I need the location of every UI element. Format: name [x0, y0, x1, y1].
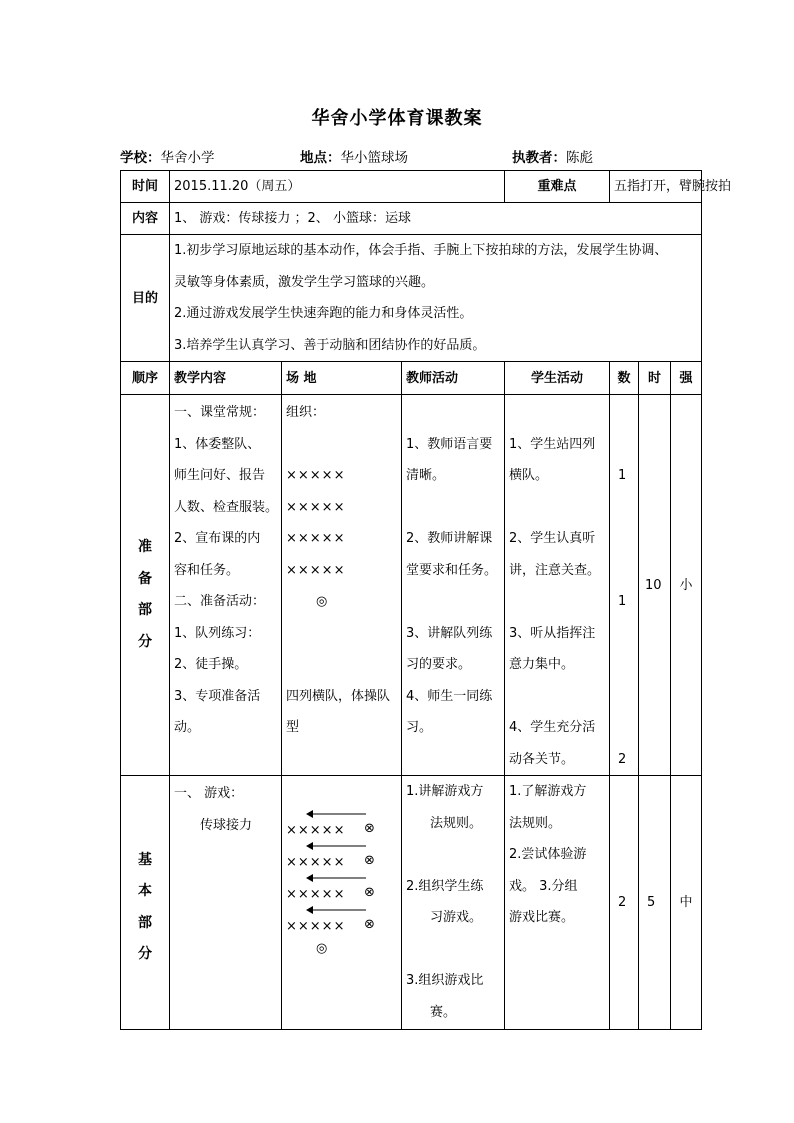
basic-student — [505, 776, 610, 1030]
basic-student-line: 法规则。 — [509, 815, 562, 831]
basic-student-line: 2.尝试体验游 — [509, 847, 587, 862]
prep-time: 10 — [639, 395, 671, 776]
time-label: 时间 — [121, 171, 170, 203]
basic-student-line: 游戏比赛。 — [509, 910, 575, 925]
field-org-label: 组织： — [286, 405, 326, 420]
relay-lane — [286, 872, 397, 904]
prep-content-line: 1、队列练习： — [174, 625, 261, 641]
page-title: 华舍小学体育课教案 — [311, 108, 483, 129]
basic-teacher-line: 3.组织游戏比 — [406, 973, 484, 988]
teacher-value: 陈彪 — [566, 150, 593, 166]
prep-student-line: 意力集中。 — [509, 657, 575, 672]
basic-teacher-line: 习游戏。 — [430, 910, 483, 925]
basic-teacher — [402, 776, 505, 1030]
school-info — [120, 146, 215, 166]
relay-lane — [286, 840, 397, 872]
basic-char: 分 — [138, 946, 152, 962]
goal-list — [170, 235, 702, 362]
target-icon: ⊗ — [364, 917, 375, 932]
col-student: 学生活动 — [505, 362, 610, 395]
basic-student-line: 戏。 3.分组 — [509, 878, 578, 894]
teacher-label: 执教者： — [512, 150, 566, 166]
place-label: 地点： — [300, 150, 341, 166]
target-icon: ⊗ — [364, 853, 375, 868]
time-row — [121, 171, 702, 203]
prep-content — [170, 395, 282, 776]
prep-student — [505, 395, 610, 776]
basic-time: 5 — [639, 776, 671, 1030]
prep-student-line: 4、学生充分活 — [509, 720, 596, 735]
basic-teacher-line: 法规则。 — [430, 815, 483, 831]
goal-row — [121, 235, 702, 362]
prep-student-line: 动各关节。 — [509, 751, 575, 767]
key-value: 五指打开，臂腕按拍 — [610, 171, 702, 203]
prep-char: 部 — [138, 602, 152, 618]
prep-content-line: 人数、检查服装。 — [174, 499, 279, 515]
teacher-info — [512, 146, 593, 166]
prep-content-line: 2、宣布课的内 — [174, 531, 261, 546]
basic-student-line: 1.了解游戏方 — [509, 784, 587, 799]
prep-count — [610, 395, 639, 776]
basic-section-row — [121, 776, 702, 1030]
prep-student-line: 2、学生认真听 — [509, 531, 596, 546]
prep-student-line: 3、听从指挥注 — [509, 625, 596, 641]
basic-char: 基 — [138, 851, 152, 868]
prep-content-line: 动。 — [174, 720, 201, 735]
basic-field — [282, 776, 402, 1030]
target-icon: ⊗ — [364, 821, 375, 836]
prep-student-line: 讲，注意关查。 — [509, 562, 601, 578]
prep-teacher-line: 1、教师语言要 — [406, 436, 493, 452]
goal-line: 2.通过游戏发展学生快速奔跑的能力和身体灵活性。 — [174, 306, 473, 321]
relay-players: ××××× — [286, 855, 346, 870]
relay-lane — [286, 808, 397, 840]
prep-teacher-line: 4、师生一同练 — [406, 688, 493, 704]
prep-count-value: 1 — [618, 594, 627, 609]
prep-char: 备 — [138, 570, 152, 587]
relay-players: ××××× — [286, 919, 346, 934]
field-note: 四列横队，体操队 — [286, 688, 391, 704]
pass-arrow-icon — [306, 904, 368, 918]
col-order: 顺序 — [121, 362, 170, 395]
prep-content-line: 3、专项准备活 — [174, 688, 261, 704]
content-label: 内容 — [121, 203, 170, 235]
basic-count: 2 — [610, 776, 639, 1030]
basic-intensity: 中 — [671, 776, 702, 1030]
col-field: 场 地 — [282, 362, 402, 395]
col-teacher: 教师活动 — [402, 362, 505, 395]
pass-arrow-icon — [306, 808, 368, 822]
pass-arrow-icon — [306, 840, 368, 854]
lesson-plan-table — [120, 170, 732, 1030]
basic-char: 部 — [138, 914, 152, 931]
prep-field — [282, 395, 402, 776]
prep-teacher-line: 清晰。 — [406, 468, 446, 483]
basic-content-line: 一、 游戏： — [174, 786, 244, 801]
goal-label: 目的 — [121, 235, 170, 362]
column-header-row — [121, 362, 702, 395]
col-content: 教学内容 — [170, 362, 282, 395]
basic-teacher-line: 赛。 — [430, 1004, 457, 1020]
pass-arrow-icon — [306, 872, 368, 886]
prep-teacher-line: 堂要求和任务。 — [406, 562, 498, 578]
basic-teacher-line: 1.讲解游戏方 — [406, 784, 484, 799]
basic-section-name — [121, 776, 170, 1030]
goal-line: 3.培养学生认真学习、善于动脑和团结协作的好品质。 — [174, 337, 486, 353]
basic-teacher-line: 2.组织学生练 — [406, 878, 484, 894]
goal-line: 灵敏等身体素质，激发学生学习篮球的兴趣。 — [174, 274, 435, 290]
school-label: 学校： — [120, 150, 161, 166]
prep-student-line: 1、学生站四列 — [509, 436, 596, 452]
prep-student-line: 横队。 — [509, 468, 549, 483]
col-time: 时 — [639, 362, 671, 395]
formation-row: ××××× — [286, 531, 346, 546]
prep-count-value: 2 — [618, 751, 627, 767]
col-count: 数 — [610, 362, 639, 395]
relay-players: ××××× — [286, 887, 346, 902]
basic-content — [170, 776, 282, 1030]
prep-content-line: 2、徒手操。 — [174, 657, 248, 672]
prep-section-row — [121, 395, 702, 776]
formation-row: ××××× — [286, 468, 346, 483]
target-icon: ⊗ — [364, 885, 375, 900]
prep-teacher-line: 习。 — [406, 720, 433, 735]
relay-players: ××××× — [286, 823, 346, 838]
formation-row: ××××× — [286, 562, 346, 578]
prep-teacher-line: 3、讲解队列练 — [406, 625, 493, 641]
prep-content-line: 容和任务。 — [174, 562, 240, 578]
prep-teacher-line: 2、教师讲解课 — [406, 531, 493, 546]
key-label: 重难点 — [505, 171, 610, 203]
goal-line: 1.初步学习原地运球的基本动作，体会手指、手腕上下按拍球的方法，发展学生协调、 — [174, 243, 668, 258]
content-value: 1、 游戏：传球接力 ；2、 小篮球：运球 — [170, 203, 702, 235]
time-value: 2015.11.20（周五） — [170, 171, 505, 203]
prep-content-line: 二、准备活动： — [174, 594, 266, 609]
school-value: 华舍小学 — [160, 150, 215, 166]
prep-teacher — [402, 395, 505, 776]
content-row — [121, 203, 702, 235]
prep-content-line: 一、课堂常规： — [174, 405, 266, 420]
formation-row: ××××× — [286, 499, 346, 515]
prep-count-value: 1 — [618, 468, 627, 483]
prep-char: 准 — [138, 539, 152, 555]
prep-teacher-line: 习的要求。 — [406, 657, 472, 672]
prep-char: 分 — [138, 633, 152, 650]
prep-content-line: 1、体委整队、 — [174, 436, 261, 452]
place-info — [300, 146, 408, 166]
col-intensity: 强 — [671, 362, 702, 395]
prep-content-line: 师生问好、报告 — [174, 468, 266, 483]
field-note: 型 — [286, 720, 300, 735]
place-value: 华小篮球场 — [340, 150, 408, 166]
teacher-position-icon: ◎ — [316, 941, 328, 956]
prep-section-name — [121, 395, 170, 776]
basic-content-line: 传球接力 — [200, 817, 253, 833]
prep-intensity: 小 — [671, 395, 702, 776]
relay-lane — [286, 904, 397, 936]
basic-char: 本 — [138, 883, 152, 899]
teacher-position-icon: ◎ — [316, 594, 328, 609]
